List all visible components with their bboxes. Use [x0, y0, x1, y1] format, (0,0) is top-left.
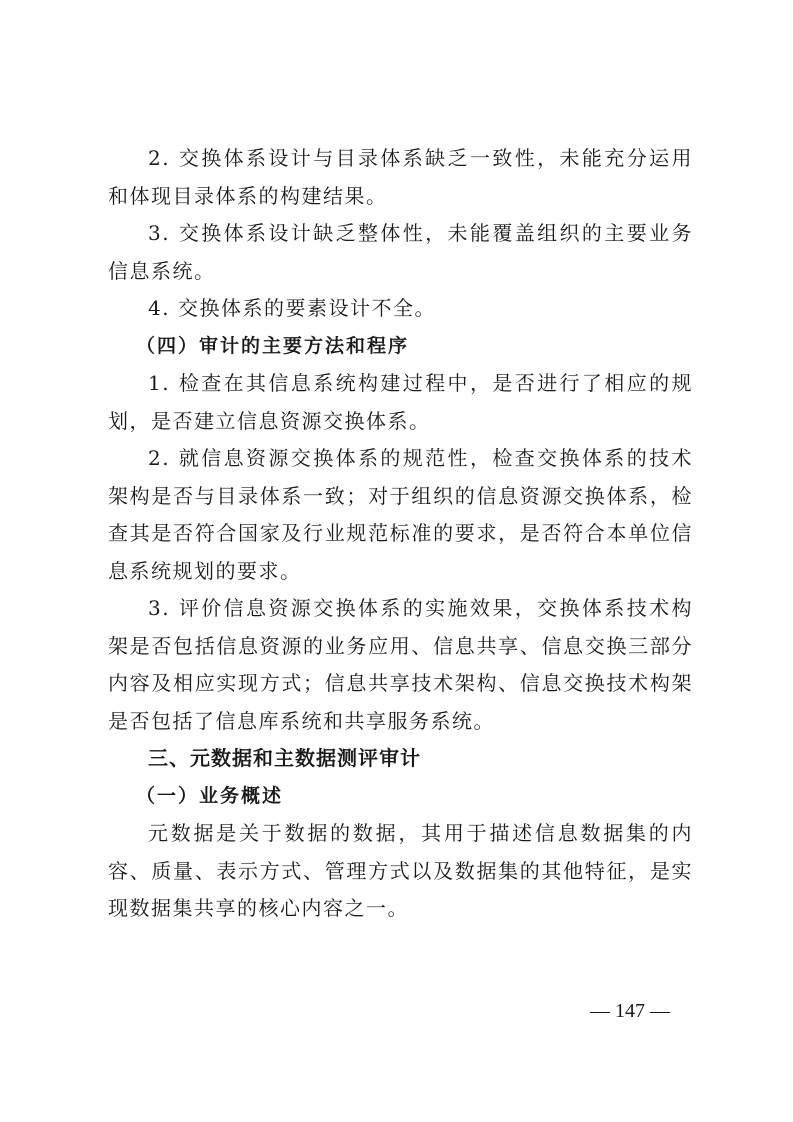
chapter-heading-metadata: 三、元数据和主数据测评审计: [148, 746, 421, 770]
method-item-2: 2. 就信息资源交换体系的规范性，检查交换体系的技术架构是否与目录体系一致；对于组织的信息资源交换体系，检查其是否符合国家及行业规范标准的要求，是否符合本单位信息系统规划的要求。: [108, 446, 693, 583]
section-heading-overview: （一）业务概述: [136, 784, 284, 807]
page-number: — 147 —: [590, 1000, 670, 1022]
section-heading-methods: （四）审计的主要方法和程序: [136, 334, 410, 357]
list-item-4: 4. 交换体系的要素设计不全。: [148, 296, 436, 320]
page-content: [108, 140, 693, 928]
overview-paragraph: 元数据是关于数据的数据，其用于描述信息数据集的内容、质量、表示方式、管理方式以及数据集的其他特征，是实现数据集共享的核心内容之一。: [108, 821, 693, 920]
list-item-3: 3. 交换体系设计缺乏整体性，未能覆盖组织的主要业务信息系统。: [108, 221, 693, 283]
method-item-1: 1. 检查在其信息系统构建过程中，是否进行了相应的规划，是否建立信息资源交换体系。: [108, 371, 693, 433]
method-item-3: 3. 评价信息资源交换体系的实施效果，交换体系技术构架是否包括信息资源的业务应用、信息共享、信息交换三部分内容及相应实现方式；信息共享技术架构、信息交换技术构架是否包括了信息库系统和共享服务系统。: [108, 596, 693, 733]
list-item-2: 2. 交换体系设计与目录体系缺乏一致性，未能充分运用和体现目录体系的构建结果。: [108, 146, 693, 208]
